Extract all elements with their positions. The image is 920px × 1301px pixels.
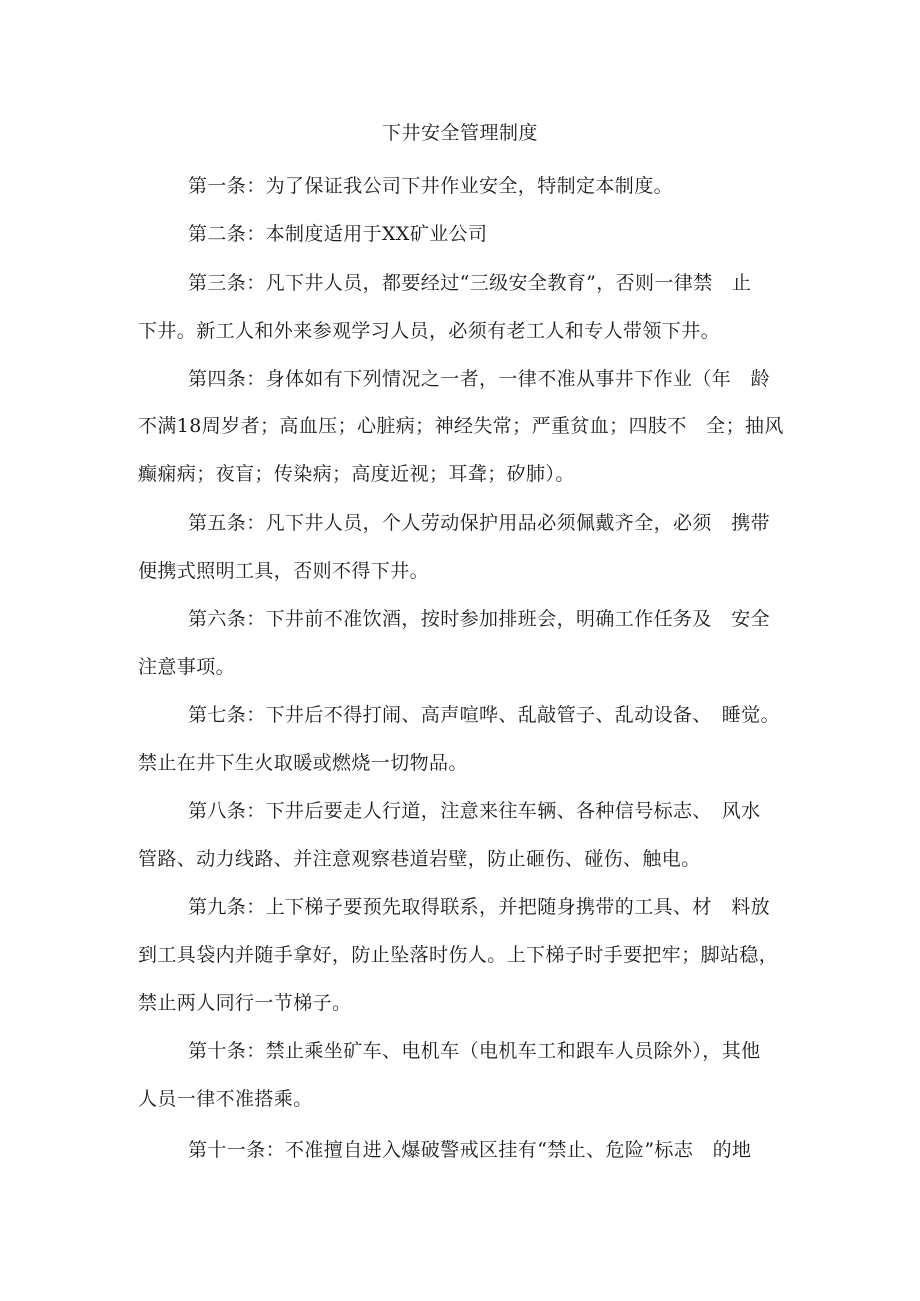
article-4-line-3: 癫痫病；夜盲；传染病；高度近视；耳聋；矽肺）。	[138, 463, 575, 485]
article-5-line-1: 第五条：凡下井人员，个人劳动保护用品必须佩戴齐全，必须 携带	[188, 512, 771, 534]
article-4-line-1: 第四条：身体如有下列情况之一者，一律不准从事井下作业（年 龄	[188, 368, 771, 390]
article-10-line-1: 第十条：禁止乘坐矿车、电机车（电机车工和跟车人员除外），其他	[188, 1040, 761, 1062]
article-8-line-2: 管路、动力线路、并注意观察巷道岩壁，防止砸伤、碰伤、触电。	[138, 848, 701, 870]
article-2-line-1: 第二条：本制度适用于XX矿业公司	[188, 223, 488, 245]
article-6-line-1: 第六条：下井前不准饮酒，按时参加排班会，明确工作任务及 安全	[188, 608, 771, 630]
article-5-line-2: 便携式照明工具，否则不得下井。	[138, 560, 430, 582]
article-9-line-1: 第九条：上下梯子要预先取得联系，并把随身携带的工具、材 料放	[188, 896, 771, 918]
article-1-line-1: 第一条：为了保证我公司下井作业安全，特制定本制度。	[188, 175, 674, 197]
article-3-line-1: 第三条：凡下井人员，都要经过“三级安全教育”，否则一律禁 止	[188, 272, 752, 294]
article-9-line-3: 禁止两人同行一节梯子。	[138, 992, 352, 1014]
document-title: 下井安全管理制度	[381, 122, 538, 144]
article-6-line-2: 注意事项。	[138, 656, 236, 678]
article-4-line-2: 不满18周岁者；高血压；心脏病；神经失常；严重贫血；四肢不 全；抽风	[138, 415, 784, 437]
article-11-line-1: 第十一条：不准擅自进入爆破警戒区挂有“禁止、危险”标志 的地	[188, 1139, 752, 1161]
article-10-line-2: 人员一律不准搭乘。	[138, 1088, 313, 1110]
article-8-line-1: 第八条：下井后要走人行道，注意来往车辆、各种信号标志、 风水	[188, 800, 761, 822]
article-9-line-2: 到工具袋内并随手拿好，防止坠落时伤人。上下梯子时手要把牢；脚站稳，	[138, 944, 779, 966]
article-7-line-2: 禁止在井下生火取暖或燃烧一切物品。	[138, 752, 468, 774]
article-3-line-2: 下井。新工人和外来参观学习人员，必须有老工人和专人带领下井。	[138, 320, 721, 342]
article-7-line-1: 第七条：下井后不得打闹、高声喧哗、乱敲管子、乱动设备、 睡觉。	[188, 704, 780, 726]
